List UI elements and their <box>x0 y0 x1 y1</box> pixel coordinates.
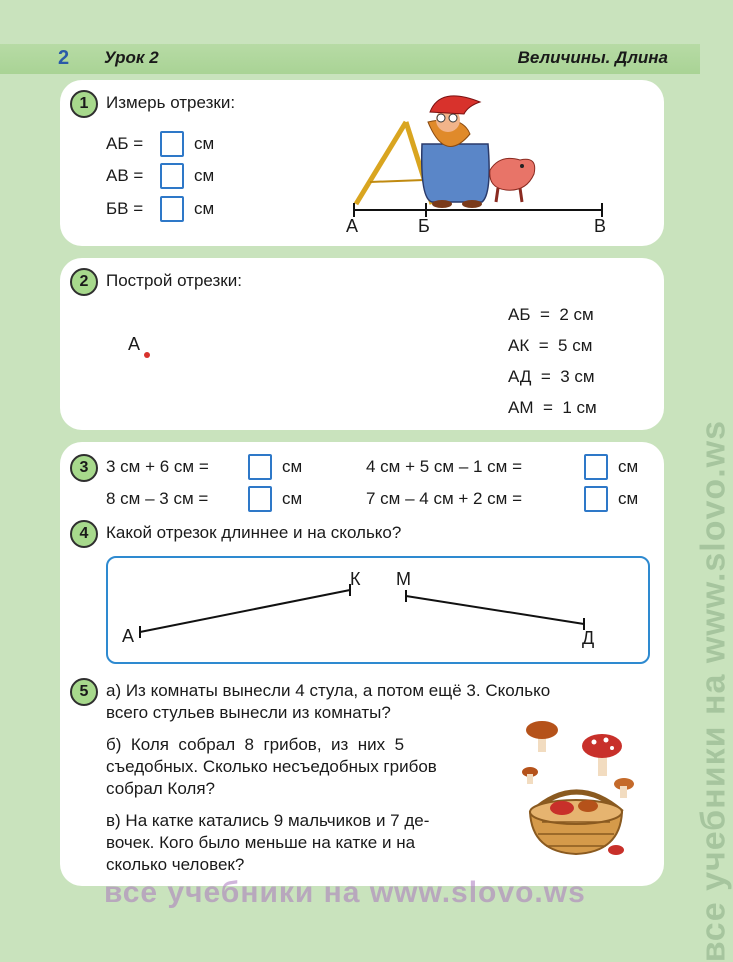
task1-number: 1 <box>70 90 98 118</box>
task1-title: Измерь отрезки: <box>106 93 236 112</box>
watermark-vertical: все учебники на www.slovo.ws <box>694 420 732 962</box>
task1-point-a: А <box>346 216 359 236</box>
task3-answer-box-r1[interactable] <box>584 454 608 480</box>
task2-point-dot <box>143 351 151 359</box>
task1-point-v: В <box>594 216 607 236</box>
task1-point-b: Б <box>418 216 430 236</box>
task3-right-unit-2: см <box>618 489 639 508</box>
page-number: 2 <box>58 47 70 69</box>
task1-answer-box-ab[interactable] <box>160 131 184 157</box>
task1-row-av-label: АВ = <box>106 166 144 185</box>
task1-row-ab-label: АБ = <box>106 134 144 153</box>
lesson-title: Урок 2 <box>104 48 159 67</box>
task1-row-bv-label: БВ = <box>106 199 144 218</box>
task5-a-line2: всего стульев вынесли из комнаты? <box>106 703 391 722</box>
task1-segment <box>350 200 610 220</box>
task1-row-bv-unit: см <box>194 199 215 218</box>
task3-number: 3 <box>70 454 98 482</box>
task2-segment-am: АМ = 1 см <box>508 398 597 417</box>
task3-answer-box-r2[interactable] <box>584 486 608 512</box>
task2-segment-ab: АБ = 2 см <box>508 305 594 324</box>
task1-row-ab-unit: см <box>194 134 215 153</box>
task5-number: 5 <box>70 678 98 706</box>
task4-title: Какой отрезок длиннее и на сколько? <box>106 523 402 542</box>
task4-number: 4 <box>70 520 98 548</box>
task2-segment-ak: АК = 5 см <box>508 336 593 355</box>
task5-c-line3: сколько человек? <box>106 855 245 874</box>
task5-b-line3: собрал Коля? <box>106 779 215 798</box>
task4-segments <box>134 584 594 644</box>
task5-a-line1: а) Из комнаты вынесли 4 стула, а потом ещё 3. Сколько <box>106 681 551 700</box>
task3-left-expr-1: 3 см + 6 см = <box>106 457 209 476</box>
task3-right-unit-1: см <box>618 457 639 476</box>
task5-b-line2: съедобных. Сколько несъедобных грибов <box>106 757 437 776</box>
task4-label-k: К <box>350 569 361 589</box>
task3-answer-box-l1[interactable] <box>248 454 272 480</box>
task3-right-expr-2: 7 см – 4 см + 2 см = <box>366 489 523 508</box>
task2-title: Построй отрезки: <box>106 271 242 290</box>
task2-point-label: А <box>128 334 141 354</box>
task1-answer-box-bv[interactable] <box>160 196 184 222</box>
task3-answer-box-l2[interactable] <box>248 486 272 512</box>
task5-c-line1: в) На катке катались 9 мальчиков и 7 де- <box>106 811 430 830</box>
watermark-bottom: все учебники на www.slovo.ws <box>104 876 586 909</box>
task5-c-line2: вочек. Кого было меньше на катке и на <box>106 833 416 852</box>
gnome-compass-illustration <box>350 84 550 214</box>
task4-label-m: М <box>396 569 411 589</box>
task2-segment-ad: АД = 3 см <box>508 367 595 386</box>
task3-left-expr-2: 8 см – 3 см = <box>106 489 209 508</box>
task4-label-d: Д <box>582 628 595 648</box>
mushroom-basket-illustration <box>512 712 642 862</box>
task2-number: 2 <box>70 268 98 296</box>
task1-row-av-unit: см <box>194 166 215 185</box>
topic-title: Величины. Длина <box>517 48 668 67</box>
task4-label-a: А <box>122 626 135 646</box>
task3-left-unit-1: см <box>282 457 303 476</box>
task5-b-line1: б) Коля собрал 8 грибов, из них 5 <box>106 735 405 754</box>
task3-right-expr-1: 4 см + 5 см – 1 см = <box>366 457 523 476</box>
task3-left-unit-2: см <box>282 489 303 508</box>
task1-answer-box-av[interactable] <box>160 163 184 189</box>
